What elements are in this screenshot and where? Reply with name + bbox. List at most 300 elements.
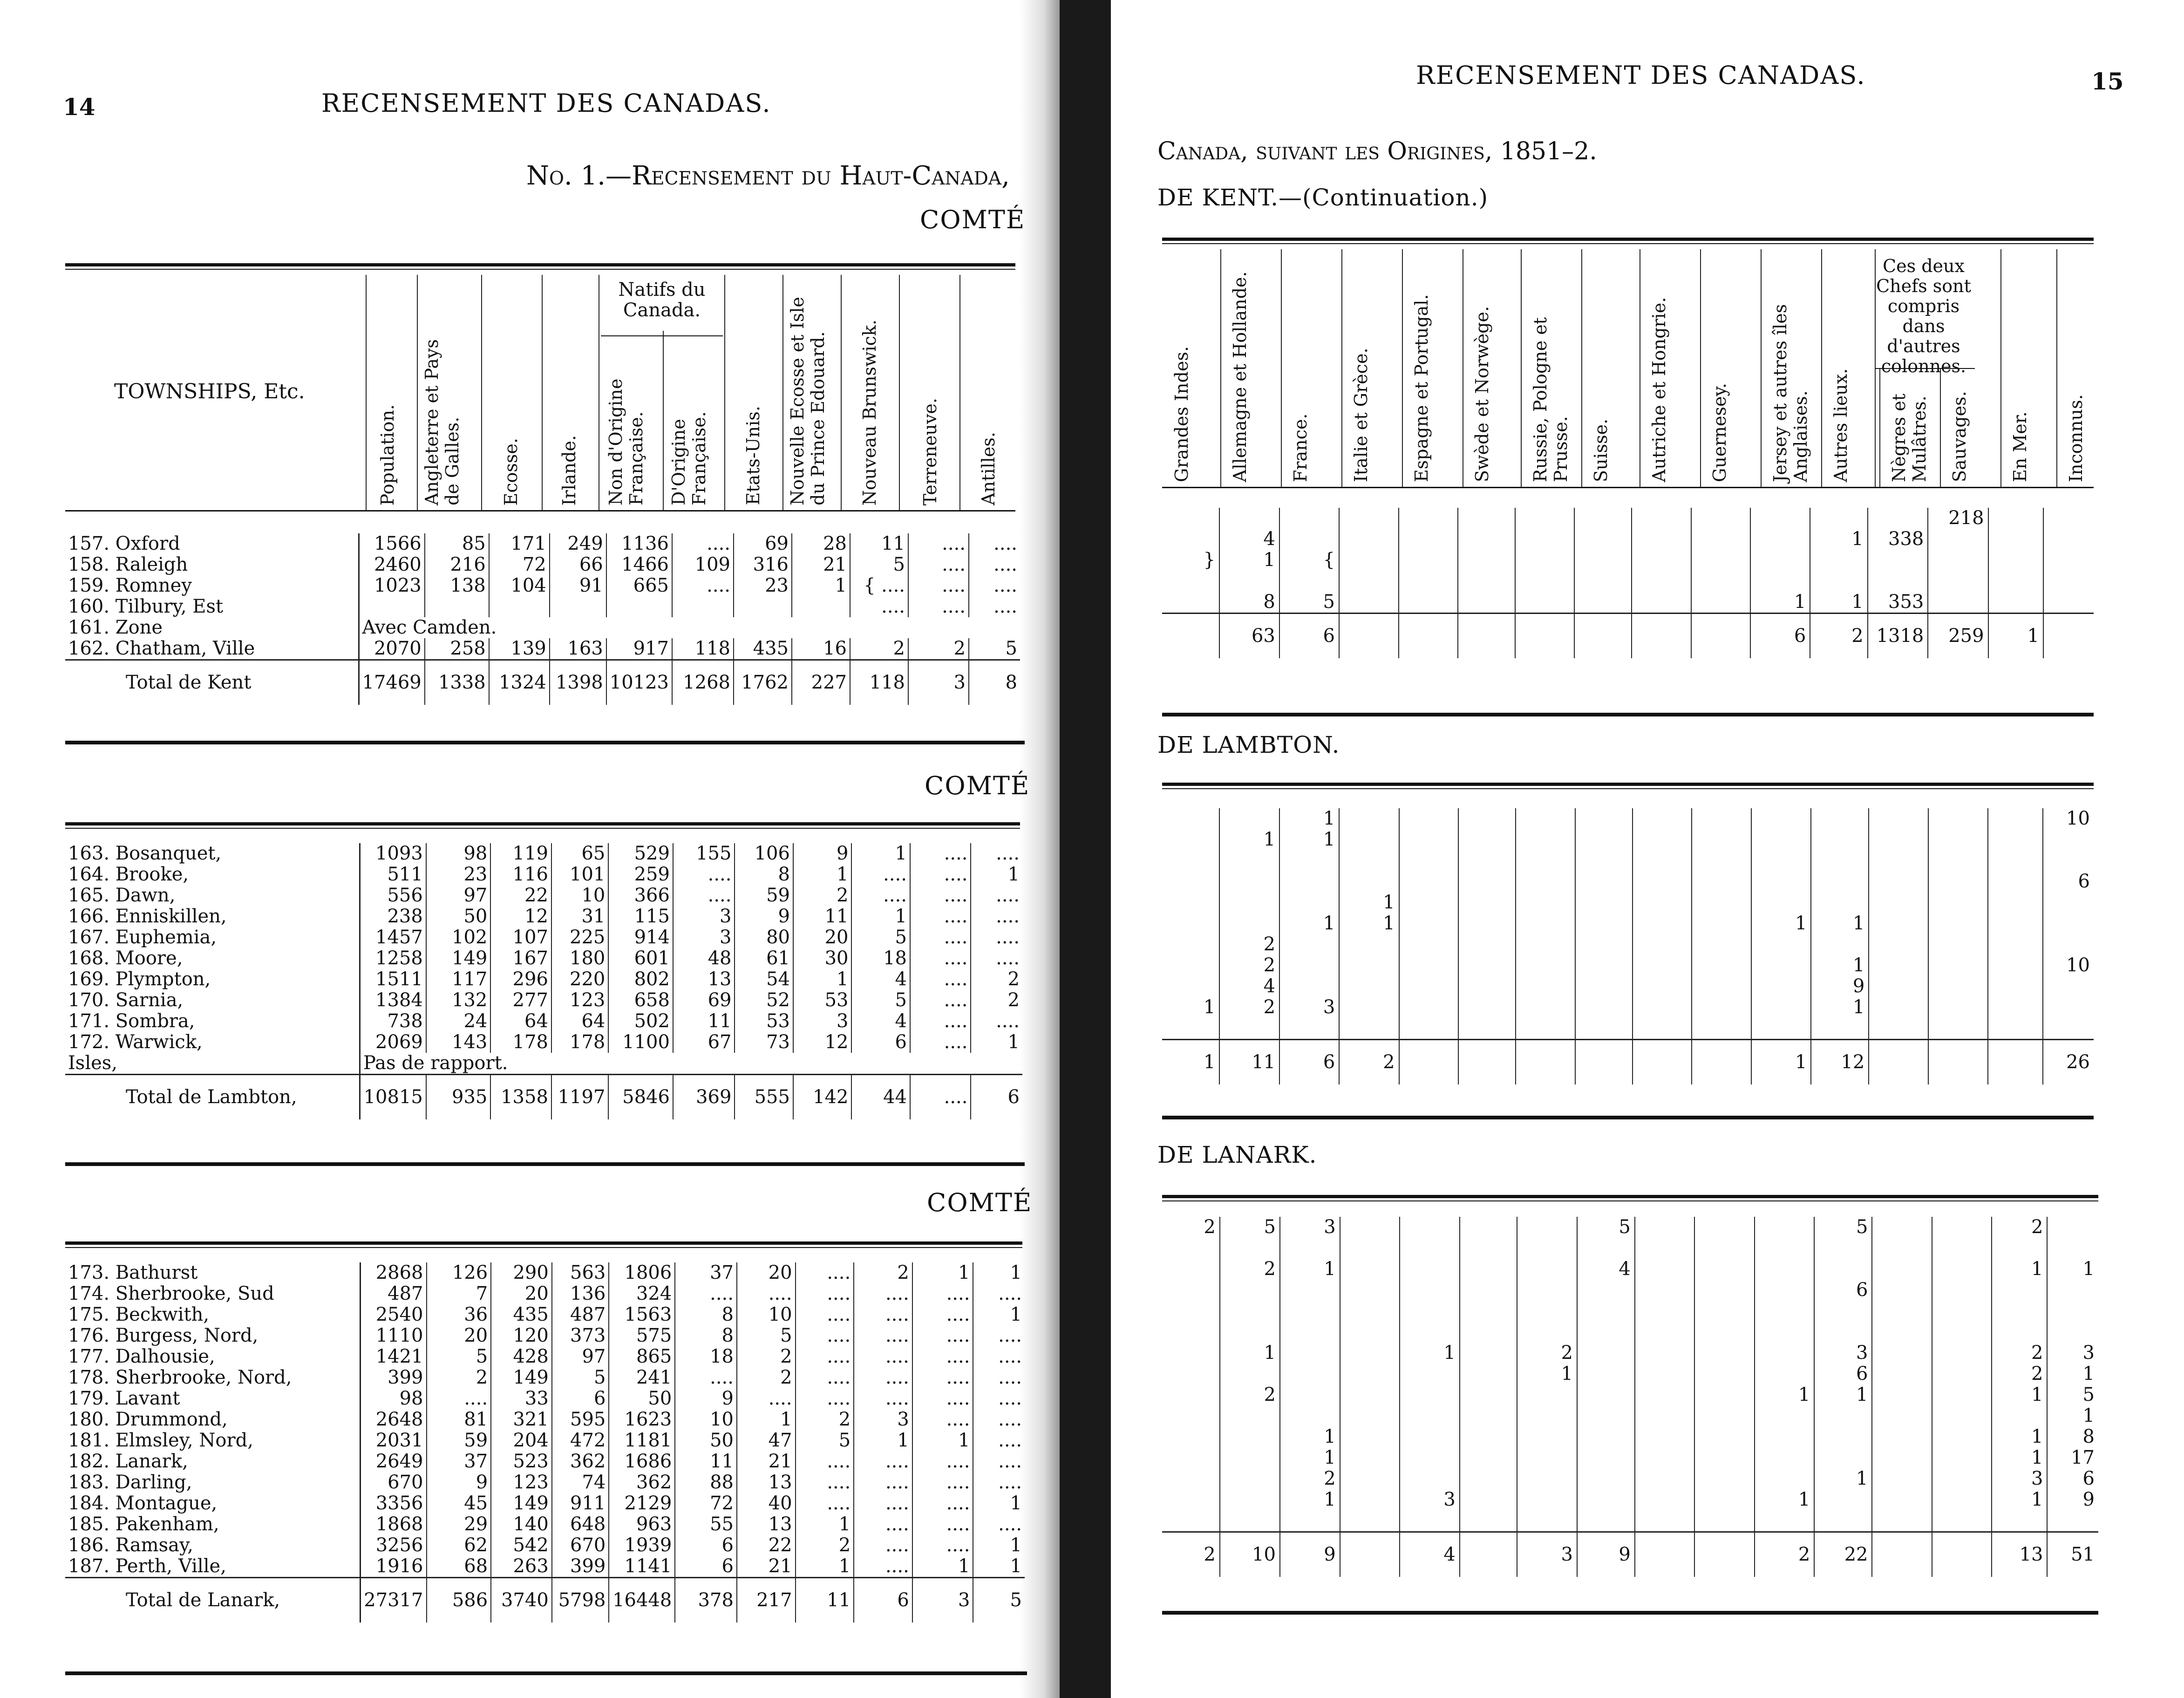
cell-value: 1: [1339, 913, 1399, 934]
total-value: 3: [912, 1578, 973, 1623]
table-row: [1162, 871, 2094, 892]
section-rule: [1162, 1116, 2094, 1119]
cell-value: 362: [609, 1472, 675, 1493]
cell-value: [734, 596, 792, 617]
cell-value: [1460, 1322, 1517, 1343]
cell-value: 218: [1928, 508, 1988, 529]
cell-value: [1928, 955, 1988, 976]
township-name: 169. Plympton,: [65, 969, 360, 990]
cell-value: [1814, 1489, 1872, 1510]
cell-value: [1869, 871, 1928, 892]
lanark-origins-table: [1162, 1217, 2098, 1577]
cell-value: [1219, 850, 1279, 871]
cell-value: 263: [491, 1556, 552, 1578]
cell-value: 1: [1280, 1426, 1340, 1447]
cell-value: ....: [912, 1346, 973, 1367]
cell-value: 1023: [359, 575, 425, 596]
cell-value: [1869, 913, 1928, 934]
cell-value: [1814, 1426, 1872, 1447]
total-value: [1633, 1040, 1692, 1085]
col-line: [1940, 368, 1941, 487]
cell-value: [1400, 1217, 1460, 1238]
cell-value: 249: [550, 533, 606, 554]
table-row: [65, 1032, 1022, 1053]
cell-value: [1458, 1018, 1516, 1040]
total-value: 3: [1517, 1532, 1577, 1577]
cell-value: [1517, 1447, 1577, 1468]
cell-value: ....: [854, 1388, 912, 1409]
cell-value: 180: [551, 948, 608, 969]
cell-value: [1988, 592, 2043, 614]
col-header: Irlande.: [559, 435, 579, 505]
cell-value: { ....: [850, 575, 908, 596]
cell-value: 36: [427, 1304, 491, 1325]
cell-value: 6: [1814, 1364, 1872, 1384]
cell-value: 143: [426, 1032, 491, 1053]
table-row: [1162, 1217, 2098, 1238]
cell-value: 8: [1219, 592, 1279, 614]
cell-value: [1162, 1322, 1220, 1343]
table-row: [1162, 976, 2094, 997]
cell-value: [1220, 1426, 1280, 1447]
cell-value: [1399, 508, 1458, 529]
total-row: [65, 1578, 1025, 1623]
cell-value: ....: [796, 1451, 854, 1472]
total-value: 1338: [425, 660, 489, 705]
cell-value: [1932, 1468, 1992, 1489]
cell-value: [1460, 1217, 1517, 1238]
lambton-heading: DE LAMBTON.: [1157, 731, 1340, 758]
table-row: [65, 1493, 1025, 1514]
origin-col-header: Russie, Pologne et Prusse.: [1530, 317, 1571, 482]
total-label: Total de Lambton,: [65, 1075, 360, 1120]
cell-value: 1457: [360, 927, 426, 948]
cell-value: [1577, 1426, 1635, 1447]
cell-value: [1932, 1238, 1992, 1259]
cell-value: [1750, 508, 1810, 529]
cell-value: [792, 596, 850, 617]
cell-value: [1633, 976, 1692, 997]
table-row: [65, 1472, 1025, 1493]
cell-value: [1400, 1301, 1460, 1322]
total-value: 51: [2047, 1532, 2098, 1577]
cell-value: ....: [910, 843, 971, 864]
cell-value: [1339, 976, 1399, 997]
cell-value: [1872, 1301, 1932, 1322]
cell-value: ....: [737, 1283, 796, 1304]
total-value: 1197: [551, 1075, 608, 1120]
cell-value: [2043, 529, 2094, 550]
cell-value: 220: [551, 969, 608, 990]
cell-value: 1: [1750, 592, 1810, 614]
cell-value: [1635, 1364, 1694, 1384]
cell-value: 24: [426, 1011, 491, 1032]
cell-value: 802: [608, 969, 673, 990]
table-row: [1162, 1343, 2098, 1364]
cell-value: 53: [793, 990, 852, 1011]
cell-value: [2043, 571, 2094, 592]
cell-value: [1279, 871, 1339, 892]
cell-value: 658: [608, 990, 673, 1011]
cell-value: 216: [425, 554, 489, 575]
cell-value: [1400, 1468, 1460, 1489]
cell-value: [1575, 976, 1633, 997]
cell-value: [2043, 997, 2094, 1018]
header-top-rule: [1162, 238, 2094, 244]
col-header: Nouveau Brunswick.: [859, 319, 880, 505]
total-value: 586: [427, 1578, 491, 1623]
cell-value: 1: [1280, 1259, 1340, 1280]
cell-value: 1136: [606, 533, 672, 554]
cell-value: [1988, 976, 2043, 997]
cell-value: [1458, 871, 1516, 892]
cell-value: [1814, 1447, 1872, 1468]
cell-value: [1751, 955, 1811, 976]
cell-value: 204: [491, 1430, 552, 1451]
cell-value: [1340, 1447, 1400, 1468]
cell-value: 123: [491, 1472, 552, 1493]
cell-value: 2: [1992, 1364, 2047, 1384]
cell-value: 1916: [360, 1556, 426, 1578]
cell-value: [1279, 571, 1339, 592]
cell-value: 353: [1868, 592, 1928, 614]
township-name: 171. Sombra,: [65, 1011, 360, 1032]
total-value: 6: [854, 1578, 912, 1623]
cell-value: [1575, 1018, 1633, 1040]
cell-value: [2043, 892, 2094, 913]
cell-value: [1575, 871, 1633, 892]
cell-value: [1755, 1468, 1815, 1489]
table-title: No. 1.—Recensement du Haut-Canada,: [526, 161, 1010, 191]
cell-value: [1932, 1217, 1992, 1238]
col-line: [1341, 249, 1342, 487]
cell-value: 1563: [609, 1304, 675, 1325]
cell-value: [1280, 1364, 1340, 1384]
cell-value: 80: [735, 927, 793, 948]
cell-value: [1811, 871, 1869, 892]
cell-value: [1691, 529, 1751, 550]
cell-value: [1340, 1301, 1400, 1322]
cell-value: 120: [491, 1325, 552, 1346]
lambton-origins-table: [1162, 808, 2094, 1084]
total-value: 6: [971, 1075, 1022, 1120]
total-value: 10123: [606, 660, 672, 705]
cell-value: 3256: [360, 1535, 426, 1556]
cell-value: [1162, 1238, 1220, 1259]
cell-value: [1515, 508, 1575, 529]
cell-value: [1516, 997, 1575, 1018]
cell-value: [1339, 850, 1399, 871]
total-value: 10: [1220, 1532, 1280, 1577]
cell-value: [1694, 1468, 1754, 1489]
cell-value: 1: [1010, 1304, 1022, 1325]
cell-value: ....: [854, 1493, 912, 1514]
cell-value: [1811, 892, 1869, 913]
cell-value: 1: [1162, 997, 1219, 1018]
cell-value: [1755, 1322, 1815, 1343]
cell-value: 5: [796, 1430, 854, 1451]
cell-value: ....: [998, 1325, 1022, 1346]
township-name: 167. Euphemia,: [65, 927, 360, 948]
section-top-rule: [65, 822, 1020, 829]
cell-value: [1633, 871, 1692, 892]
cell-value: [1692, 934, 1751, 955]
cell-value: [1575, 892, 1633, 913]
cell-value: 2: [1007, 968, 1020, 990]
cell-value: [1279, 1018, 1339, 1040]
cell-value: 428: [491, 1346, 552, 1367]
cell-value: [1399, 571, 1458, 592]
cell-value: [1220, 1405, 1280, 1426]
cell-value: [1279, 529, 1339, 550]
col-header: Etats-Unis.: [743, 406, 763, 505]
cell-value: 1: [1751, 913, 1811, 934]
book-gutter: [1060, 0, 1111, 1698]
col-line: [1521, 249, 1522, 487]
cell-value: [1516, 850, 1575, 871]
section-rule: [1162, 1611, 2098, 1615]
cell-value: 171: [489, 533, 550, 554]
cell-value: 1: [912, 1556, 973, 1578]
cell-value: ....: [673, 885, 735, 906]
total-value: [1458, 614, 1515, 659]
cell-value: [1162, 1018, 1219, 1040]
total-label: Total de Kent: [65, 660, 359, 705]
cell-value: 1: [851, 906, 910, 927]
total-value: [1632, 614, 1691, 659]
cell-value: 1: [1007, 864, 1020, 885]
cell-value: [1811, 934, 1869, 955]
cell-value: [1340, 1405, 1400, 1426]
cell-value: [2043, 976, 2094, 997]
cell-value: 123: [551, 990, 608, 1011]
cell-value: [1928, 592, 1988, 614]
total-value: 3740: [491, 1578, 552, 1623]
cell-value: [1340, 1426, 1400, 1447]
col-line: [782, 275, 783, 510]
cell-value: [1868, 508, 1928, 529]
cell-value: [1279, 508, 1339, 529]
cell-value: ....: [912, 1493, 973, 1514]
cell-value: 167: [490, 948, 551, 969]
cell-value: [1400, 1238, 1460, 1259]
cell-value: [1162, 1489, 1220, 1510]
cell-value: [1632, 550, 1691, 571]
cell-value: [1515, 529, 1575, 550]
cell-value: [1517, 1259, 1577, 1280]
total-row: [1162, 1532, 2098, 1577]
cell-value: 290: [491, 1262, 552, 1283]
township-name: 158. Raleigh: [65, 554, 359, 575]
cell-value: 13: [673, 969, 735, 990]
cell-value: 59: [735, 885, 793, 906]
cell-value: 106: [735, 843, 793, 864]
cell-value: [1694, 1384, 1754, 1405]
cell-value: 1623: [609, 1409, 675, 1430]
table-row: [1162, 1510, 2098, 1532]
cell-value: 914: [608, 927, 673, 948]
total-value: 1318: [1868, 614, 1928, 659]
cell-value: 911: [552, 1493, 609, 1514]
cell-value: 10: [551, 885, 608, 906]
cell-value: 116: [490, 864, 551, 885]
cell-value: [1932, 1259, 1992, 1280]
natifs-header: Natifs du Canada.: [618, 279, 706, 321]
cell-value: 4: [851, 1011, 910, 1032]
cell-value: [1280, 1301, 1340, 1322]
total-value: 9: [1280, 1532, 1340, 1577]
cell-value: ....: [998, 1346, 1022, 1367]
cell-value: 556: [360, 885, 426, 906]
total-value: 2: [1755, 1532, 1815, 1577]
cell-value: [1516, 892, 1575, 913]
cell-value: 1: [1992, 1384, 2047, 1405]
cell-value: 2868: [360, 1262, 426, 1283]
cell-value: 91: [550, 575, 606, 596]
cell-value: 8: [675, 1325, 737, 1346]
cell-value: [1814, 1405, 1872, 1426]
cell-value: 2: [737, 1346, 796, 1367]
cell-value: 2: [1007, 989, 1020, 1011]
cell-value: [1577, 1238, 1635, 1259]
cell-value: 67: [673, 1032, 735, 1053]
cell-value: ....: [996, 885, 1020, 906]
cell-value: 98: [360, 1388, 426, 1409]
cell-value: [1516, 913, 1575, 934]
cell-value: 138: [425, 575, 489, 596]
cell-value: [672, 596, 734, 617]
cell-value: [1577, 1405, 1635, 1426]
cell-value: 1511: [360, 969, 426, 990]
cell-value: [1635, 1322, 1694, 1343]
cell-value: [1517, 1280, 1577, 1301]
cell-value: [1928, 829, 1988, 850]
cell-value: [1516, 808, 1575, 829]
cell-value: [1339, 529, 1399, 550]
cell-value: 18: [675, 1346, 737, 1367]
cell-value: 1: [854, 1430, 912, 1451]
cell-value: [1460, 1259, 1517, 1280]
cell-value: [1162, 955, 1219, 976]
cell-value: ....: [998, 1451, 1022, 1472]
cell-value: 9: [427, 1472, 491, 1493]
cell-value: 6: [675, 1556, 737, 1578]
cell-value: 3: [854, 1409, 912, 1430]
total-value: 2: [1162, 1532, 1220, 1577]
cell-value: [1575, 913, 1633, 934]
cell-value: 155: [673, 843, 735, 864]
cell-value: [1869, 850, 1928, 871]
total-value: 8: [969, 660, 1020, 705]
cell-value: [1575, 934, 1633, 955]
cell-value: 140: [491, 1514, 552, 1535]
cell-value: [1755, 1405, 1815, 1426]
cell-value: [1988, 892, 2043, 913]
cell-value: 85: [425, 533, 489, 554]
cell-value: 1: [2082, 1363, 2095, 1384]
lambton-table: [65, 843, 1022, 1119]
total-value: [1460, 1532, 1517, 1577]
table-row: [65, 575, 1020, 596]
cell-value: ....: [998, 1514, 1022, 1535]
cell-value: 6: [2082, 1468, 2095, 1489]
cell-value: [1692, 892, 1751, 913]
cell-value: 6: [851, 1032, 910, 1053]
township-name: 160. Tilbury, Est: [65, 596, 359, 617]
cell-value: [1694, 1510, 1754, 1532]
cell-value: 6: [552, 1388, 609, 1409]
township-name: 186. Ramsay,: [65, 1535, 360, 1556]
cell-value: 1: [1279, 808, 1339, 829]
table-row: [65, 1304, 1025, 1325]
table-row: [65, 1053, 1022, 1075]
cell-value: 2031: [360, 1430, 426, 1451]
total-value: 227: [792, 660, 850, 705]
cell-value: [1280, 1343, 1340, 1364]
cell-value: 61: [735, 948, 793, 969]
cell-value: [1219, 808, 1279, 829]
cell-value: [1872, 1217, 1932, 1238]
cell-value: [1162, 508, 1219, 529]
cell-value: [1517, 1217, 1577, 1238]
cell-value: [1811, 829, 1869, 850]
cell-value: [1694, 1259, 1754, 1280]
cell-value: [2043, 850, 2094, 871]
cell-value: [1635, 1510, 1694, 1532]
cell-value: [1460, 1405, 1517, 1426]
cell-value: [1220, 1322, 1280, 1343]
cell-value: ....: [910, 906, 971, 927]
cell-value: [1872, 1447, 1932, 1468]
cell-value: [1755, 1343, 1815, 1364]
cell-value: 54: [735, 969, 793, 990]
cell-value: [1928, 808, 1988, 829]
cell-value: ....: [672, 575, 734, 596]
cell-value: ....: [675, 1283, 737, 1304]
cell-value: [1751, 976, 1811, 997]
origin-col-header: Espagne et Portugal.: [1411, 294, 1432, 482]
cell-value: [1869, 1018, 1928, 1040]
cell-value: [1460, 1384, 1517, 1405]
cell-value: [1932, 1384, 1992, 1405]
cell-value: [1872, 1510, 1932, 1532]
col-header: Nouvelle Ecosse et Isle du Prince Edouard.: [787, 297, 828, 505]
cell-value: ....: [427, 1388, 491, 1409]
cell-value: [1932, 1510, 1992, 1532]
total-value: 5798: [552, 1578, 609, 1623]
cell-value: [1460, 1343, 1517, 1364]
township-name: 164. Brooke,: [65, 864, 360, 885]
cell-value: [1399, 934, 1459, 955]
cell-value: [1340, 1322, 1400, 1343]
cell-value: [1339, 829, 1399, 850]
cell-value: [1814, 1259, 1872, 1280]
cell-value: [2043, 934, 2094, 955]
cell-value: 5: [850, 554, 908, 575]
cell-value: 1: [1010, 1534, 1022, 1556]
cell-value: [1574, 550, 1632, 571]
cell-value: 21: [737, 1556, 796, 1578]
cell-value: [1162, 1280, 1220, 1301]
cell-value: [1932, 1301, 1992, 1322]
township-name: 182. Lanark,: [65, 1451, 360, 1472]
total-value: [2043, 614, 2094, 659]
cell-value: [1340, 1384, 1400, 1405]
origins-subtitle: Canada, suivant les Origines, 1851–2.: [1157, 137, 1597, 165]
cell-value: 1868: [360, 1514, 426, 1535]
col-line: [366, 275, 367, 510]
cell-value: 6: [675, 1535, 737, 1556]
